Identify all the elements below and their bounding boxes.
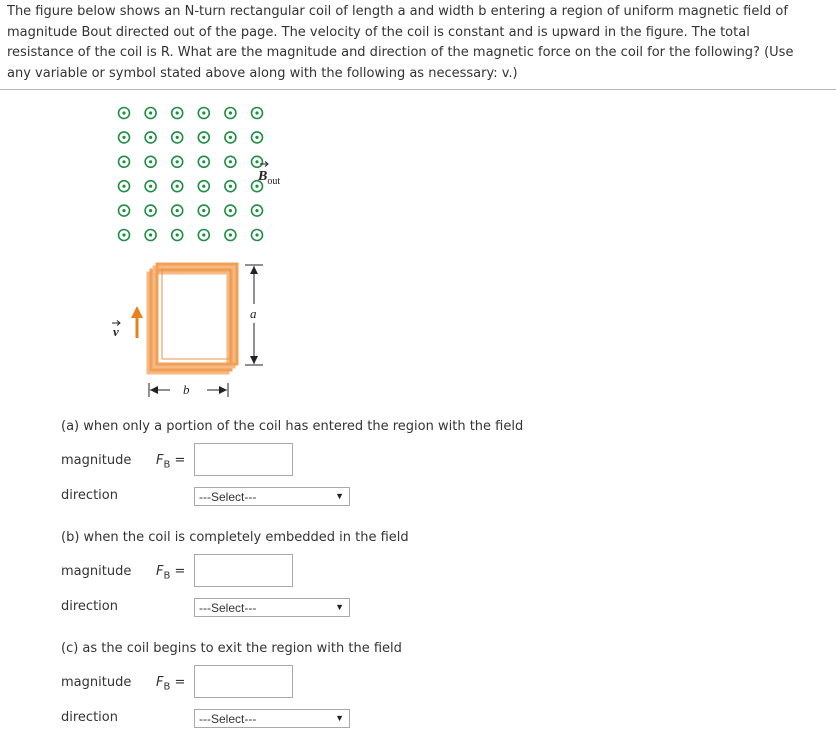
- field-dot-center: [176, 160, 179, 163]
- field-dot-center: [229, 209, 232, 212]
- part-a-direction-value: ---Select---: [199, 490, 257, 504]
- part-a-magnitude-label: magnitude: [61, 453, 132, 468]
- width-label: b: [183, 382, 190, 397]
- part-a-direction-select[interactable]: [194, 487, 350, 506]
- field-dot-center: [122, 160, 125, 163]
- part-a-prompt: (a) when only a portion of the coil has entered the region with the field: [61, 419, 524, 434]
- field-dot-center: [149, 209, 152, 212]
- field-dot-center: [229, 160, 232, 163]
- part-b-direction-select[interactable]: [194, 598, 350, 617]
- magnetic-field-dots: [119, 108, 263, 241]
- field-dot-center: [122, 111, 125, 114]
- problem-line-3: resistance of the coil is R. What are the magnitude and direction of the magnetic force on the coil for the following? (Use: [7, 45, 794, 60]
- field-dot-center: [229, 111, 232, 114]
- field-dot-center: [149, 136, 152, 139]
- part-b-prompt: (b) when the coil is completely embedded in the field: [61, 530, 409, 545]
- field-dot-center: [176, 136, 179, 139]
- field-dot-center: [149, 111, 152, 114]
- coil-figure: [100, 100, 300, 405]
- problem-line-4: any variable or symbol stated above along with the following as necessary: v.): [7, 65, 518, 81]
- field-dot-center: [229, 185, 232, 188]
- field-dot-center: [255, 209, 258, 212]
- field-dot-center: [229, 136, 232, 139]
- part-b-direction-value: ---Select---: [199, 601, 257, 615]
- problem-line-2: magnitude Bout directed out of the page. The velocity of the coil is constant and is upward in the figure. The total: [7, 24, 750, 40]
- dropdown-arrow-icon: ▼: [335, 491, 344, 501]
- part-c-direction-value: ---Select---: [199, 712, 257, 726]
- field-dot-center: [122, 185, 125, 188]
- field-dot-center: [202, 209, 205, 212]
- field-dot-center: [149, 233, 152, 236]
- field-dot-center: [255, 233, 258, 236]
- field-label: $B_{out}$: [258, 169, 281, 187]
- part-c-magnitude-label: magnitude: [61, 675, 132, 690]
- part-a-fb-label: $F_B$ =: [156, 453, 186, 471]
- field-dot-center: [122, 233, 125, 236]
- field-dot-center: [202, 185, 205, 188]
- dropdown-arrow-icon: ▼: [335, 602, 344, 612]
- field-dot-center: [255, 136, 258, 139]
- part-b-magnitude-label: magnitude: [61, 564, 132, 579]
- field-dot-center: [202, 111, 205, 114]
- part-c-direction-label: direction: [61, 710, 118, 725]
- velocity-arrow: [131, 306, 143, 338]
- part-c-magnitude-input[interactable]: [194, 665, 293, 698]
- field-dot-center: [176, 185, 179, 188]
- coil: [148, 264, 237, 373]
- part-c-fb-label: $F_B$ =: [156, 675, 186, 693]
- problem-statement: [7, 2, 829, 84]
- field-dot-center: [176, 233, 179, 236]
- field-dot-center: [202, 160, 205, 163]
- part-c-prompt: (c) as the coil begins to exit the region with the field: [61, 641, 402, 656]
- field-dot-center: [176, 111, 179, 114]
- field-dot-center: [149, 185, 152, 188]
- problem-line-1: The figure below shows an N-turn rectangular coil of length a and width b entering a region of uniform magnetic field of: [7, 4, 788, 19]
- part-a-magnitude-input[interactable]: [194, 443, 293, 476]
- part-b-fb-label: $F_B$ =: [156, 564, 186, 582]
- divider: [0, 89, 836, 90]
- field-dot-center: [255, 111, 258, 114]
- dropdown-arrow-icon: ▼: [335, 713, 344, 723]
- length-label: a: [250, 306, 257, 321]
- field-dot-center: [229, 233, 232, 236]
- field-dot-center: [149, 160, 152, 163]
- field-dot-center: [202, 136, 205, 139]
- field-dot-center: [202, 233, 205, 236]
- field-dot-center: [122, 136, 125, 139]
- field-dot-center: [122, 209, 125, 212]
- part-b-magnitude-input[interactable]: [194, 554, 293, 587]
- field-dot-center: [255, 160, 258, 163]
- part-a-direction-label: direction: [61, 488, 118, 503]
- field-dot-center: [176, 209, 179, 212]
- field-dot-center: [255, 185, 258, 188]
- part-b-direction-label: direction: [61, 599, 118, 614]
- velocity-label: v: [113, 324, 119, 339]
- part-c-direction-select[interactable]: [194, 709, 350, 728]
